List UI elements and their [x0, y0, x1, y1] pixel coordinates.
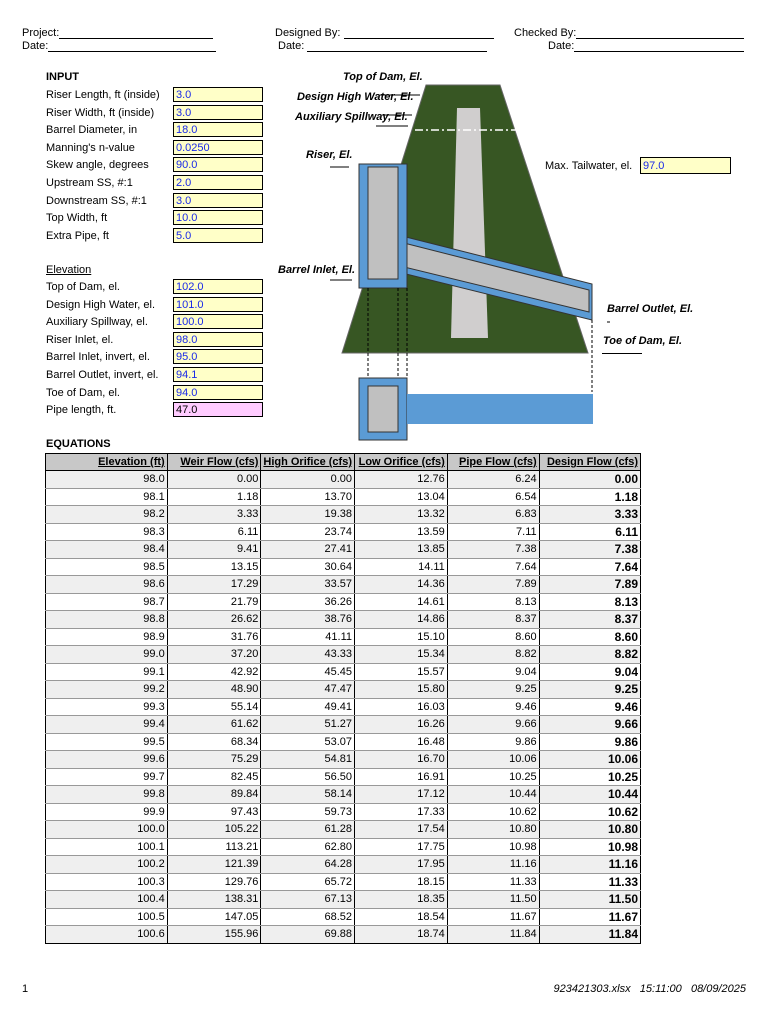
table-cell: 98.9: [46, 628, 168, 646]
checked-by-label: Checked By:: [514, 27, 577, 39]
table-row: [46, 891, 641, 909]
checked-by-line: [576, 28, 744, 39]
table-cell: 6.11: [539, 523, 640, 541]
table-cell: 49.41: [261, 698, 355, 716]
table-cell: 10.06: [447, 751, 539, 769]
date-field: [22, 40, 216, 52]
input-row: [46, 314, 266, 331]
table-cell: 10.98: [447, 838, 539, 856]
input-row-value[interactable]: 18.0: [173, 122, 263, 137]
checked-date-label: Date:: [548, 40, 575, 52]
table-cell: 99.6: [46, 751, 168, 769]
input-row-value[interactable]: 0.0250: [173, 140, 263, 155]
table-cell: 67.13: [261, 891, 355, 909]
table-cell: 10.98: [539, 838, 640, 856]
table-cell: 82.45: [167, 768, 261, 786]
table-cell: 98.4: [46, 541, 168, 559]
table-cell: 16.48: [355, 733, 448, 751]
input-title: INPUT: [46, 71, 79, 83]
table-cell: 9.46: [539, 698, 640, 716]
input-row: [46, 297, 266, 314]
toe-of-dam-label: Toe of Dam, El.: [603, 335, 683, 347]
table-cell: 9.41: [167, 541, 261, 559]
table-cell: 7.38: [539, 541, 640, 559]
input-row: [46, 193, 266, 210]
table-cell: 38.76: [261, 611, 355, 629]
input-row: [46, 279, 266, 296]
table-cell: 129.76: [167, 873, 261, 891]
input-row-value: 47.0: [173, 402, 263, 417]
table-cell: 13.70: [261, 488, 355, 506]
top-of-dam-label: Top of Dam, El.: [343, 71, 423, 83]
input-row-value[interactable]: 98.0: [173, 332, 263, 347]
table-cell: 62.80: [261, 838, 355, 856]
input-row: [46, 349, 266, 366]
input-row-value[interactable]: 2.0: [173, 175, 263, 190]
designed-by-field: [275, 27, 494, 39]
input-row: [46, 367, 266, 384]
table-row: [46, 576, 641, 594]
checked-by-field: [514, 27, 744, 39]
table-cell: 6.11: [167, 523, 261, 541]
input-row: [46, 402, 266, 419]
plan-barrel: [407, 394, 593, 424]
input-row-label: Skew angle, degrees: [46, 159, 149, 172]
table-cell: 18.54: [355, 908, 448, 926]
input-row-label: Barrel Diameter, in: [46, 124, 138, 137]
table-cell: 11.33: [447, 873, 539, 891]
input-row-label: Riser Length, ft (inside): [46, 89, 160, 101]
table-cell: 47.47: [261, 681, 355, 699]
input-row-label: Top of Dam, el.: [46, 281, 120, 293]
table-cell: 61.28: [261, 821, 355, 839]
table-cell: 13.04: [355, 488, 448, 506]
col-high-orifice: High Orifice (cfs): [261, 454, 355, 471]
table-cell: 11.33: [539, 873, 640, 891]
table-cell: 99.7: [46, 768, 168, 786]
input-row-value[interactable]: 101.0: [173, 297, 263, 312]
input-row-label: Riser Width, ft (inside): [46, 106, 155, 119]
table-cell: 99.4: [46, 716, 168, 734]
table-cell: 6.24: [447, 471, 539, 489]
col-elevation: Elevation (ft): [46, 454, 168, 471]
table-cell: 10.25: [539, 768, 640, 786]
table-cell: 18.15: [355, 873, 448, 891]
table-cell: 99.0: [46, 646, 168, 664]
designed-date-line: [307, 41, 487, 52]
table-cell: 10.62: [447, 803, 539, 821]
table-row: [46, 908, 641, 926]
table-cell: 99.1: [46, 663, 168, 681]
table-cell: 19.38: [261, 506, 355, 524]
dam-diagram: [330, 80, 610, 445]
table-cell: 3.33: [167, 506, 261, 524]
table-cell: 58.14: [261, 786, 355, 804]
designed-date-label: Date:: [278, 40, 305, 52]
table-cell: 54.81: [261, 751, 355, 769]
table-cell: 13.59: [355, 523, 448, 541]
table-cell: 7.89: [447, 576, 539, 594]
table-row: [46, 558, 641, 576]
table-cell: 33.57: [261, 576, 355, 594]
input-row: [46, 210, 266, 227]
input-row-label: Barrel Inlet, invert, el.: [46, 351, 150, 364]
table-cell: 10.25: [447, 768, 539, 786]
table-cell: 17.29: [167, 576, 261, 594]
table-cell: 16.70: [355, 751, 448, 769]
table-row: [46, 593, 641, 611]
table-cell: 65.72: [261, 873, 355, 891]
table-row: [46, 768, 641, 786]
table-cell: 105.22: [167, 821, 261, 839]
table-cell: 14.11: [355, 558, 448, 576]
toe-of-dam-underline: [602, 353, 642, 354]
table-row: [46, 821, 641, 839]
table-row: [46, 646, 641, 664]
input-row-label: Upstream SS, #:1: [46, 177, 133, 189]
table-cell: 10.06: [539, 751, 640, 769]
table-cell: 0.00: [167, 471, 261, 489]
project-line: [59, 28, 213, 39]
table-cell: 97.43: [167, 803, 261, 821]
table-cell: 17.95: [355, 856, 448, 874]
table-cell: 18.35: [355, 891, 448, 909]
table-cell: 98.7: [46, 593, 168, 611]
table-row: [46, 611, 641, 629]
table-cell: 99.2: [46, 681, 168, 699]
barrel-inlet-label: Barrel Inlet, El.: [278, 264, 356, 276]
input-row: [46, 105, 266, 122]
table-cell: 13.15: [167, 558, 261, 576]
table-cell: 98.5: [46, 558, 168, 576]
checked-date-line: [574, 41, 744, 52]
table-cell: 113.21: [167, 838, 261, 856]
table-cell: 27.41: [261, 541, 355, 559]
input-row-value[interactable]: 10.0: [173, 210, 263, 225]
table-cell: 98.8: [46, 611, 168, 629]
table-cell: 7.89: [539, 576, 640, 594]
table-cell: 100.5: [46, 908, 168, 926]
file-info: 923421303.xlsx 15:11:00 08/09/2025: [553, 983, 746, 995]
table-cell: 138.31: [167, 891, 261, 909]
table-cell: 6.54: [447, 488, 539, 506]
input-row-value[interactable]: 102.0: [173, 279, 263, 294]
input-row: [46, 175, 266, 192]
table-cell: 100.1: [46, 838, 168, 856]
table-cell: 7.64: [447, 558, 539, 576]
input-row-label: Design High Water, el.: [46, 298, 156, 311]
table-cell: 23.74: [261, 523, 355, 541]
input-row: [46, 332, 266, 349]
table-cell: 13.32: [355, 506, 448, 524]
input-row-label: Toe of Dam, el.: [46, 386, 120, 399]
table-cell: 1.18: [539, 488, 640, 506]
design-high-water-label: Design High Water, El.: [297, 91, 414, 103]
col-pipe-flow: Pipe Flow (cfs): [447, 454, 539, 471]
input-row-label: Extra Pipe, ft: [46, 229, 109, 242]
table-cell: 99.9: [46, 803, 168, 821]
table-cell: 9.86: [539, 733, 640, 751]
table-cell: 69.88: [261, 926, 355, 944]
input-row-value[interactable]: 95.0: [173, 349, 263, 364]
table-cell: 14.36: [355, 576, 448, 594]
table-row: [46, 628, 641, 646]
table-cell: 11.50: [539, 891, 640, 909]
input-row: [46, 122, 266, 139]
designed-date-field: [278, 40, 487, 52]
input-row: [46, 157, 266, 174]
table-cell: 14.86: [355, 611, 448, 629]
table-cell: 8.82: [539, 646, 640, 664]
table-cell: 31.76: [167, 628, 261, 646]
designed-by-line: [344, 28, 494, 39]
table-cell: 17.75: [355, 838, 448, 856]
table-cell: 1.18: [167, 488, 261, 506]
input-row: [46, 140, 266, 157]
col-weir-flow: Weir Flow (cfs): [167, 454, 261, 471]
table-cell: 75.29: [167, 751, 261, 769]
table-cell: 13.85: [355, 541, 448, 559]
table-cell: 99.8: [46, 786, 168, 804]
table-cell: 9.66: [539, 716, 640, 734]
col-low-orifice: Low Orifice (cfs): [355, 454, 448, 471]
table-cell: 9.86: [447, 733, 539, 751]
input-row-value[interactable]: 5.0: [173, 228, 263, 243]
table-cell: 68.52: [261, 908, 355, 926]
table-cell: 64.28: [261, 856, 355, 874]
table-cell: 17.54: [355, 821, 448, 839]
table-cell: 11.84: [447, 926, 539, 944]
table-cell: 10.62: [539, 803, 640, 821]
barrel-outlet-label: Barrel Outlet, El.: [607, 303, 694, 315]
table-cell: 17.33: [355, 803, 448, 821]
input-row-label: Auxiliary Spillway, el.: [46, 316, 148, 329]
table-cell: 89.84: [167, 786, 261, 804]
input-row-label: Riser Inlet, el.: [46, 333, 114, 346]
table-cell: 99.5: [46, 733, 168, 751]
checked-date-field: [548, 40, 744, 52]
elevation-title: Elevation: [46, 264, 92, 276]
input-row-label: Manning's n-value: [46, 141, 135, 154]
table-cell: 9.04: [447, 663, 539, 681]
table-cell: 100.4: [46, 891, 168, 909]
table-cell: 8.37: [539, 611, 640, 629]
table-row: [46, 488, 641, 506]
table-cell: 17.12: [355, 786, 448, 804]
table-cell: 59.73: [261, 803, 355, 821]
table-cell: 48.90: [167, 681, 261, 699]
table-cell: 8.60: [539, 628, 640, 646]
table-cell: 11.16: [539, 856, 640, 874]
table-cell: 15.10: [355, 628, 448, 646]
max-tailwater-input[interactable]: 97.0: [640, 157, 731, 174]
plan-riser-inner: [368, 386, 398, 432]
table-cell: 21.79: [167, 593, 261, 611]
riser-inner: [368, 167, 398, 279]
table-row: [46, 541, 641, 559]
table-cell: 11.84: [539, 926, 640, 944]
table-cell: 30.64: [261, 558, 355, 576]
table-cell: 42.92: [167, 663, 261, 681]
table-cell: 43.33: [261, 646, 355, 664]
table-cell: 37.20: [167, 646, 261, 664]
table-cell: 7.64: [539, 558, 640, 576]
table-cell: 55.14: [167, 698, 261, 716]
input-row-label: Barrel Outlet, invert, el.: [46, 369, 159, 381]
table-cell: 41.11: [261, 628, 355, 646]
input-row-value[interactable]: 94.0: [173, 385, 263, 400]
table-cell: 100.6: [46, 926, 168, 944]
table-cell: 7.38: [447, 541, 539, 559]
table-row: [46, 663, 641, 681]
table-cell: 155.96: [167, 926, 261, 944]
table-cell: 15.80: [355, 681, 448, 699]
table-cell: 9.04: [539, 663, 640, 681]
table-cell: 61.62: [167, 716, 261, 734]
table-cell: 6.83: [447, 506, 539, 524]
table-cell: 36.26: [261, 593, 355, 611]
table-cell: 121.39: [167, 856, 261, 874]
riser-label: Riser, El.: [306, 149, 353, 161]
table-cell: 18.74: [355, 926, 448, 944]
table-cell: 15.57: [355, 663, 448, 681]
table-cell: 11.67: [539, 908, 640, 926]
table-cell: 98.2: [46, 506, 168, 524]
table-cell: 8.13: [539, 593, 640, 611]
table-cell: 8.37: [447, 611, 539, 629]
input-row-value[interactable]: 3.0: [173, 105, 263, 120]
auxiliary-spillway-label: Auxiliary Spillway, El.: [295, 111, 408, 123]
table-row: [46, 523, 641, 541]
table-row: [46, 471, 641, 489]
table-row: [46, 926, 641, 944]
table-row: [46, 786, 641, 804]
input-row-value[interactable]: 100.0: [173, 314, 263, 329]
table-cell: 8.13: [447, 593, 539, 611]
table-cell: 9.66: [447, 716, 539, 734]
input-row: [46, 385, 266, 402]
table-cell: 12.76: [355, 471, 448, 489]
equations-title: EQUATIONS: [46, 438, 111, 450]
table-row: [46, 506, 641, 524]
table-cell: 51.27: [261, 716, 355, 734]
input-row: [46, 228, 266, 245]
input-row: [46, 87, 266, 104]
table-cell: 68.34: [167, 733, 261, 751]
input-row-value[interactable]: 90.0: [173, 157, 263, 172]
table-row: [46, 803, 641, 821]
table-cell: 10.44: [539, 786, 640, 804]
table-cell: 98.6: [46, 576, 168, 594]
table-cell: 147.05: [167, 908, 261, 926]
date-label: Date:: [22, 40, 49, 52]
table-cell: 9.25: [539, 681, 640, 699]
table-cell: 10.80: [447, 821, 539, 839]
table-cell: 98.0: [46, 471, 168, 489]
input-row-value[interactable]: 94.1: [173, 367, 263, 382]
table-cell: 100.3: [46, 873, 168, 891]
table-cell: 98.1: [46, 488, 168, 506]
page-number: 1: [22, 983, 29, 995]
project-label: Project:: [22, 27, 60, 39]
table-row: [46, 873, 641, 891]
table-row: [46, 838, 641, 856]
table-cell: 9.25: [447, 681, 539, 699]
table-row: [46, 751, 641, 769]
input-row-value[interactable]: 3.0: [173, 193, 263, 208]
table-cell: 11.16: [447, 856, 539, 874]
table-cell: 0.00: [261, 471, 355, 489]
table-cell: 8.82: [447, 646, 539, 664]
table-row: [46, 681, 641, 699]
designed-by-label: Designed By:: [275, 27, 341, 39]
project-field: [22, 27, 213, 39]
table-row: [46, 698, 641, 716]
table-cell: 16.91: [355, 768, 448, 786]
table-cell: 10.80: [539, 821, 640, 839]
table-cell: 11.50: [447, 891, 539, 909]
input-row-label: Top Width, ft: [46, 212, 108, 225]
input-row-label: Downstream SS, #:1: [46, 194, 147, 207]
table-cell: 56.50: [261, 768, 355, 786]
table-cell: 10.44: [447, 786, 539, 804]
table-cell: 53.07: [261, 733, 355, 751]
table-cell: 16.26: [355, 716, 448, 734]
table-cell: 9.46: [447, 698, 539, 716]
table-cell: 0.00: [539, 471, 640, 489]
table-cell: 16.03: [355, 698, 448, 716]
input-row-label: Pipe length, ft.: [46, 404, 117, 417]
table-cell: 45.45: [261, 663, 355, 681]
table-row: [46, 856, 641, 874]
table-cell: 7.11: [447, 523, 539, 541]
table-row: [46, 716, 641, 734]
table-cell: 11.67: [447, 908, 539, 926]
table-cell: 98.3: [46, 523, 168, 541]
max-tailwater-label: Max. Tailwater, el.: [545, 160, 633, 172]
table-cell: 100.2: [46, 856, 168, 874]
equations-table: [45, 453, 641, 944]
table-cell: 3.33: [539, 506, 640, 524]
table-row: [46, 733, 641, 751]
table-cell: 26.62: [167, 611, 261, 629]
input-row-value[interactable]: 3.0: [173, 87, 263, 102]
col-design-flow: Design Flow (cfs): [539, 454, 640, 471]
date-line: [48, 41, 216, 52]
table-header-row: [46, 454, 641, 471]
table-cell: 14.61: [355, 593, 448, 611]
table-cell: 100.0: [46, 821, 168, 839]
table-cell: 8.60: [447, 628, 539, 646]
table-cell: 99.3: [46, 698, 168, 716]
table-cell: 15.34: [355, 646, 448, 664]
